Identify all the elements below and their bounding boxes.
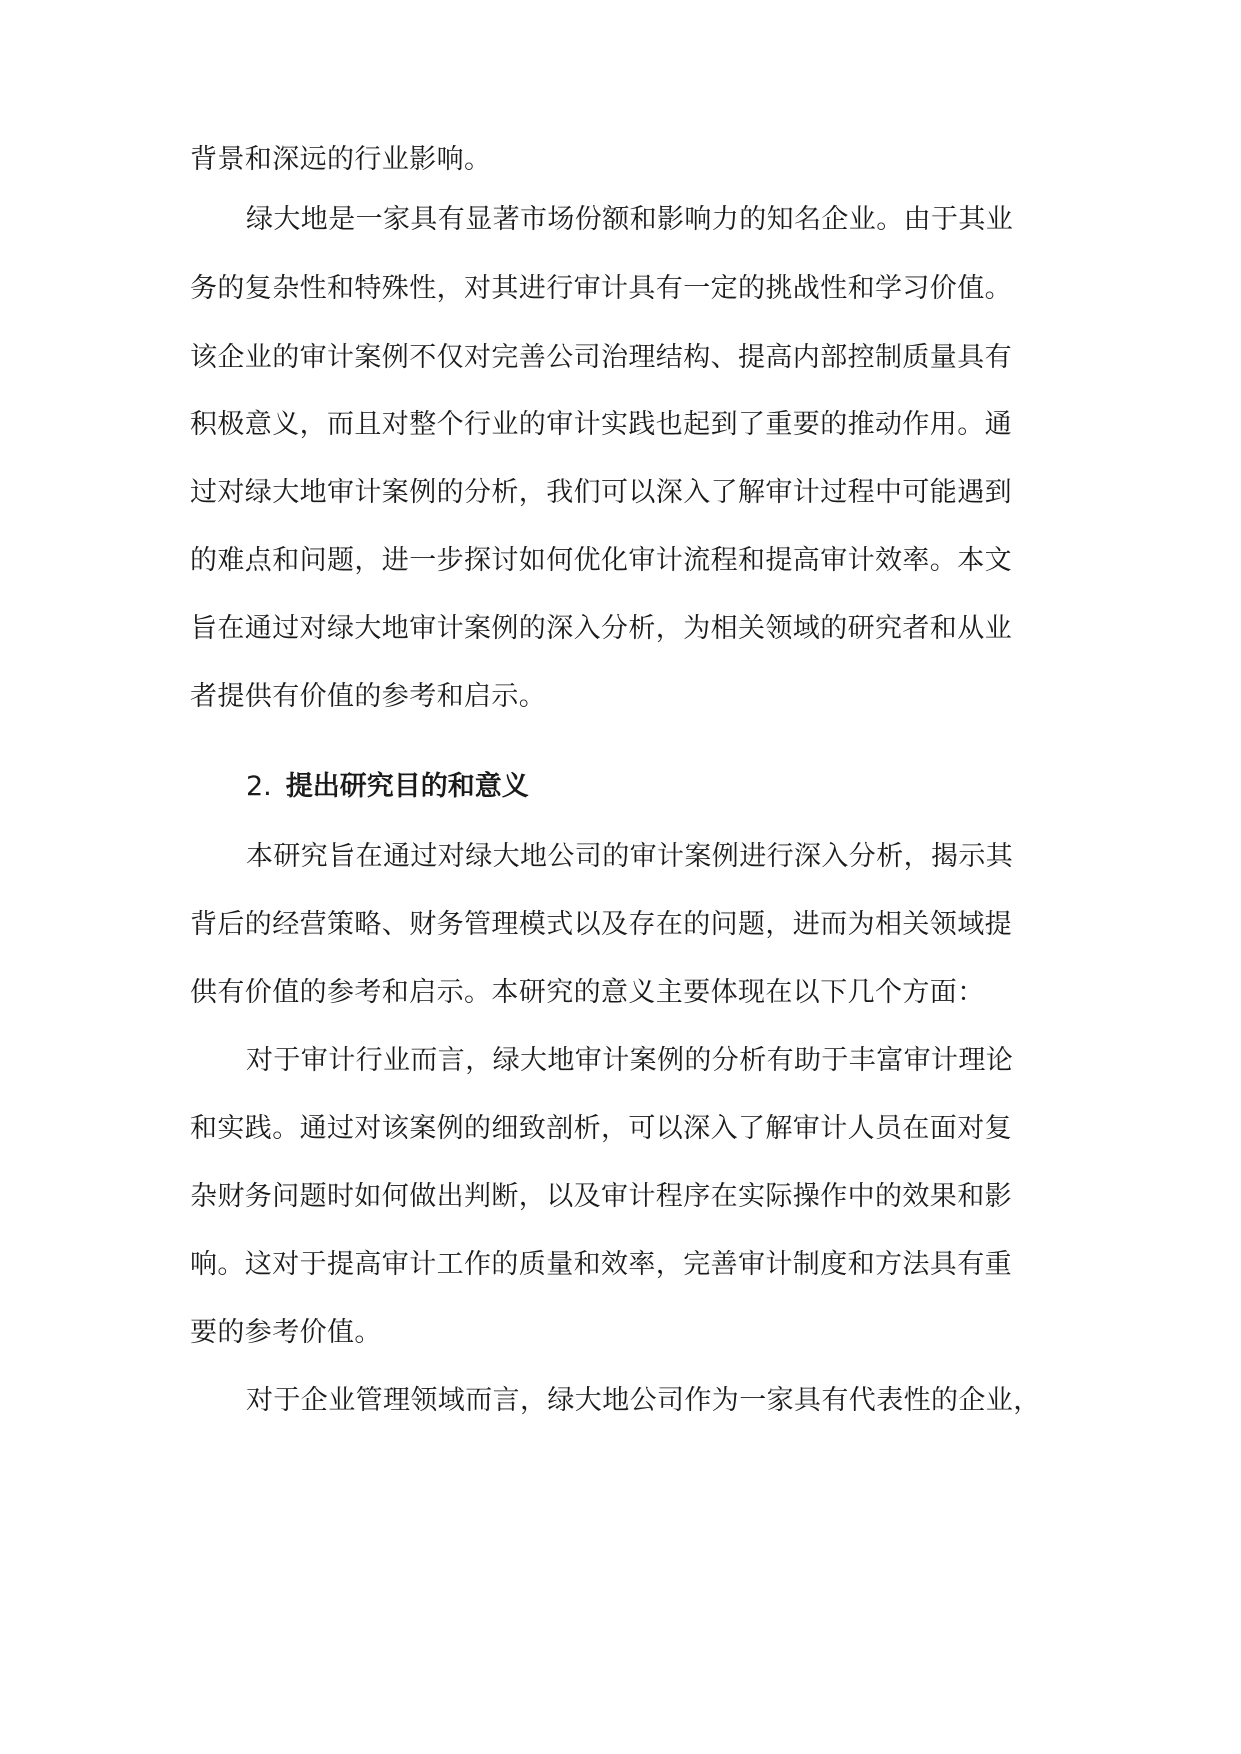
section-number: 2.: [246, 771, 272, 802]
paragraph-line: 积极意义，而且对整个行业的审计实践也起到了重要的推动作用。通: [190, 409, 1012, 440]
paragraph-line: 务的复杂性和特殊性，对其进行审计具有一定的挑战性和学习价值。: [190, 273, 1012, 304]
paragraph-line: 背景和深远的行业影响。: [190, 144, 492, 175]
paragraph-line: 的难点和问题，进一步探讨如何优化审计流程和提高审计效率。本文: [190, 545, 1012, 576]
paragraph-line: 和实践。通过对该案例的细致剖析，可以深入了解审计人员在面对复: [190, 1113, 1012, 1144]
paragraph-line: 响。这对于提高审计工作的质量和效率，完善审计制度和方法具有重: [190, 1249, 1012, 1280]
paragraph-line: 对于企业管理领域而言，绿大地公司作为一家具有代表性的企业，: [246, 1385, 1041, 1416]
paragraph-line: 本研究旨在通过对绿大地公司的审计案例进行深入分析，揭示其: [246, 841, 1014, 872]
paragraph-line: 该企业的审计案例不仅对完善公司治理结构、提高内部控制质量具有: [190, 342, 1012, 373]
paragraph-line: 杂财务问题时如何做出判断，以及审计程序在实际操作中的效果和影: [190, 1181, 1012, 1212]
paragraph-line: 背后的经营策略、财务管理模式以及存在的问题，进而为相关领域提: [190, 909, 1012, 940]
paragraph-line: 旨在通过对绿大地审计案例的深入分析，为相关领域的研究者和从业: [190, 613, 1012, 644]
paragraph-line: 要的参考价值。: [190, 1317, 382, 1348]
paragraph-line: 过对绿大地审计案例的分析，我们可以深入了解审计过程中可能遇到: [190, 477, 1012, 508]
section-heading: [246, 770, 529, 804]
paragraph-line: 绿大地是一家具有显著市场份额和影响力的知名企业。由于其业: [246, 204, 1014, 235]
paragraph-line: 供有价值的参考和启示。本研究的意义主要体现在以下几个方面：: [190, 977, 985, 1008]
paragraph-line: 对于审计行业而言，绿大地审计案例的分析有助于丰富审计理论: [246, 1045, 1014, 1076]
section-title: 提出研究目的和意义: [285, 771, 529, 802]
paragraph-line: 者提供有价值的参考和启示。: [190, 681, 547, 712]
